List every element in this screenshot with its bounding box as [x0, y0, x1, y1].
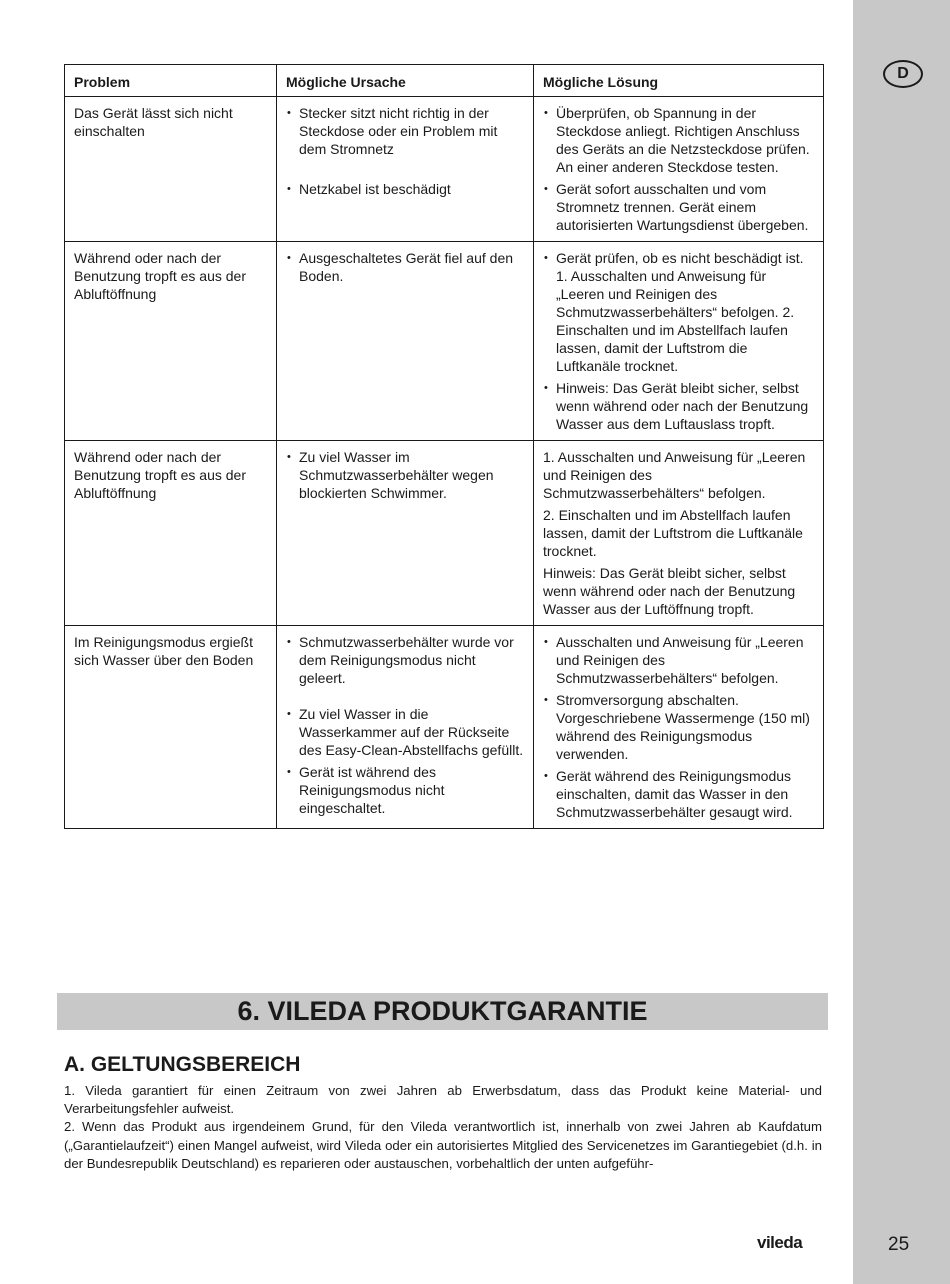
solution-item: • Gerät während des Reinigungsmodus einschalten, damit das Wasser in den Schmutzwasserbehälter gesaugt wird.: [543, 767, 814, 821]
cause-cell: [277, 97, 534, 242]
table-row: [65, 441, 824, 626]
cause-cell: [277, 441, 534, 626]
problem-cell: Das Gerät lässt sich nicht einschalten: [65, 97, 277, 242]
paragraph: 2. Wenn das Produkt aus irgendeinem Grund, für den Vileda verantwortlich ist, innerhalb von zwei Jahren ab Kaufdatum („Garantielaufzeit“) einen Mangel aufweist, wird Vileda oder ein autorisiertes Mitglied des Servicenetzes im Garantiegebiet (d.h. in der Bundesrepublik Deutschland) es reparieren oder austauschen, vorbehaltlich der unten aufgeführ-: [64, 1119, 822, 1171]
solution-item: • Ausschalten und Anweisung für „Leeren und Reinigen des Schmutzwasserbehälters“ befolgen.: [543, 633, 814, 687]
cause-item: • Gerät ist während des Reinigungsmodus nicht eingeschaltet.: [286, 763, 524, 817]
solution-paragraph: 1. Ausschalten und Anweisung für „Leeren und Reinigen des Schmutzwasserbehälters“ befolgen.: [543, 449, 806, 501]
cause-item: • Ausgeschaltetes Gerät fiel auf den Boden.: [286, 249, 524, 285]
table-row: [65, 242, 824, 441]
side-tab-bar: [853, 0, 950, 1284]
solution-item: • Gerät prüfen, ob es nicht beschädigt ist. 1. Ausschalten und Anweisung für „Leeren und Reinigen des Schmutzwasserbehälters“ befolgen. 2. Einschalten und im Abstellfach laufen lassen, damit der Luftstrom die Luftkanäle trocknet.: [543, 249, 814, 375]
solution-cell: [534, 441, 824, 626]
cause-item: • Zu viel Wasser im Schmutzwasserbehälter wegen blockierten Schwimmer.: [286, 448, 524, 502]
cause-cell: [277, 242, 534, 441]
solution-item: • Überprüfen, ob Spannung in der Steckdose anliegt. Richtigen Anschluss des Geräts an die Netzsteckdose prüfen. An einer anderen Steckdose testen.: [543, 104, 814, 176]
cause-item: • Stecker sitzt nicht richtig in der Steckdose oder ein Problem mit dem Stromnetz: [286, 104, 524, 158]
solution-cell: [534, 242, 824, 441]
cause-cell: [277, 626, 534, 829]
table-row: [65, 97, 824, 242]
header-cause: Mögliche Ursache: [277, 65, 534, 97]
paragraph: 1. Vileda garantiert für einen Zeitraum von zwei Jahren ab Erwerbsdatum, dass das Produkt keine Material- und Verarbeitungsfehler aufweist.: [64, 1083, 822, 1117]
cause-item: • Schmutzwasserbehälter wurde vor dem Reinigungsmodus nicht geleert.: [286, 633, 524, 687]
table-header-row: [65, 65, 824, 97]
warranty-text: [64, 1082, 822, 1173]
vileda-logo: vileda: [757, 1233, 803, 1252]
problem-cell: Während oder nach der Benutzung tropft es aus der Abluftöffnung: [65, 441, 277, 626]
troubleshooting-table: [64, 64, 824, 829]
problem-cell: Im Reinigungsmodus ergießt sich Wasser über den Boden: [65, 626, 277, 829]
solution-item: • Hinweis: Das Gerät bleibt sicher, selbst wenn während oder nach der Benutzung Wasser aus dem Luftauslass tropft.: [543, 379, 814, 433]
solution-paragraph: Hinweis: Das Gerät bleibt sicher, selbst wenn während oder nach der Benutzung Wasser aus der Luftöffnung tropft.: [543, 565, 796, 617]
solution-cell: [534, 626, 824, 829]
section-title: 6. VILEDA PRODUKTGARANTIE: [57, 993, 828, 1030]
language-badge: D: [883, 60, 923, 88]
cause-item: • Zu viel Wasser in die Wasserkammer auf der Rückseite des Easy-Clean-Abstellfachs gefüllt.: [286, 705, 524, 759]
table-row: [65, 626, 824, 829]
solution-item: • Gerät sofort ausschalten und vom Stromnetz trennen. Gerät einem autorisierten Wartungsdienst übergeben.: [543, 180, 814, 234]
cause-item: • Netzkabel ist beschädigt: [286, 180, 524, 198]
problem-cell: Während oder nach der Benutzung tropft es aus der Abluftöffnung: [65, 242, 277, 441]
header-problem: Problem: [65, 65, 277, 97]
page-number: 25: [888, 1234, 910, 1255]
header-solution: Mögliche Lösung: [534, 65, 824, 97]
solution-item: • Stromversorgung abschalten. Vorgeschriebene Wassermenge (150 ml) während des Reinigungsmodus verwenden.: [543, 691, 814, 763]
solution-cell: [534, 97, 824, 242]
solution-paragraph: 2. Einschalten und im Abstellfach laufen lassen, damit der Luftstrom die Luftkanäle trocknet.: [543, 507, 803, 559]
sub-heading: A. GELTUNGSBEREICH: [64, 1053, 301, 1076]
